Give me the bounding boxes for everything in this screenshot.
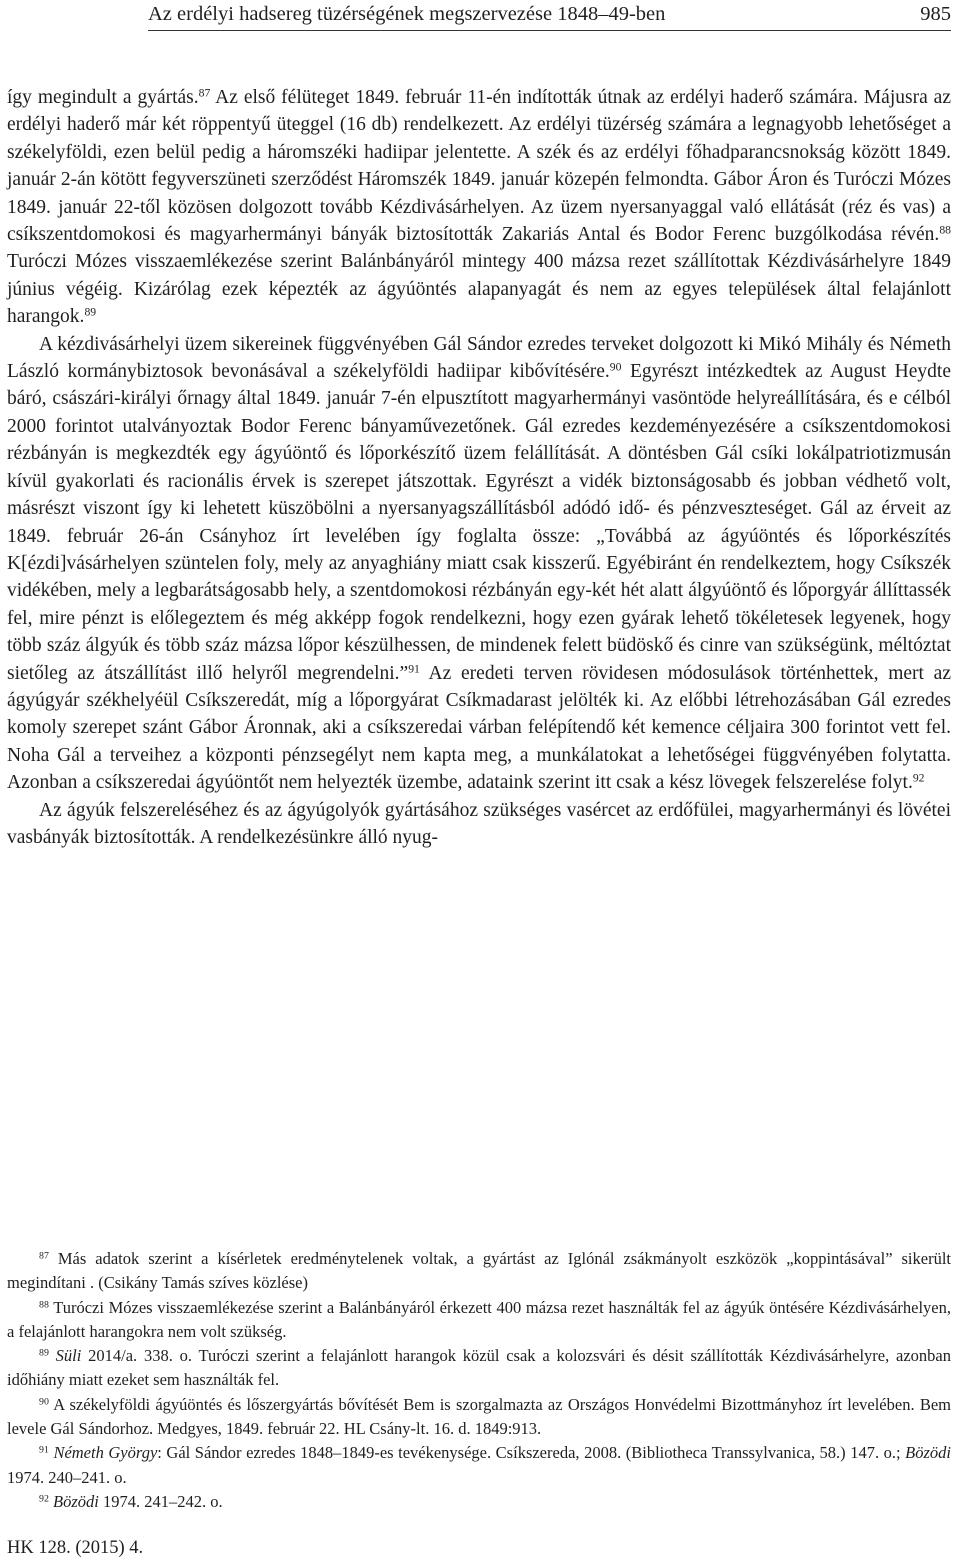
page-number: 985 — [920, 3, 951, 25]
footnote-87: $^{87}$ Más adatok szerint a kísérletek eredménytelenek voltak, a gyártást az Iglónál zsákmányolt eszközök „koppintásával” sikerült megindítani . (Csikány Tamás szíves közlése) — [7, 1249, 951, 1293]
running-header — [148, 2, 951, 32]
footnote-91: $^{91}$ Németh György: Gál Sándor ezredes 1848–1849-es tevékenysége. Csíkszereda, 2008. (Bibliotheca Transsylvanica, 58.) 147. o.; Bözödi 1974. 240–241. o. — [7, 1443, 951, 1487]
footnote-ref-90[interactable]: 90 — [609, 360, 622, 374]
running-title: Az erdélyi hadsereg tüzérségének megszervezése 1848–49-ben — [148, 3, 666, 25]
footnote-ref-92[interactable]: 92 — [912, 771, 925, 785]
footnote-ref-87[interactable]: 87 — [198, 86, 211, 100]
footnotes — [7, 1247, 951, 1514]
main-text — [7, 84, 951, 851]
footnote-ref-91[interactable]: 91 — [408, 662, 420, 676]
footnote-90: $^{90}$ A székelyföldi ágyúöntés és lőszergyártás bővítését Bem is szorgalmazta az Országos Honvédelmi Bizottmányhoz írt levelében. Bem levele Gál Sándorhoz. Medgyes, 1849. február 22. HL Csány-lt. 16. d. 1849:913. — [7, 1394, 951, 1439]
paragraph-2: A kézdivásárhelyi üzem sikereinek függvényében Gál Sándor ezredes terveket dolgozott ki Mikó Mihály és Németh László kormánybiztosok bevonásával a székelyföldi hadiipar kibővítésére.$^{90}$ Egyrészt intézkedtek az August Heydte báró, császári-királyi őrnagy által 1849. január 7-én elpusztított magyarhermányi vasöntöde helyreállítására, és e célból 2000 forintot utalványoztak Bodor Ferenc bányaművezetőnek. Gál ezredes kezdeményezésére a csíkszentdomokosi rézbányán is megkezdték egy ágyúöntő és lőporkészítő üzem felállítását. A döntésben Gál csíki lokálpatriotizmusán kívül gyakorlati és racionális érvek is szerepet játszottak. Egyrészt a vidék biztonságosabb és jobban védhető volt, másrészt viszont így ki lehetett küszöbölni a nyersanyagszállításból adódó idő- és pénzveszteséget. Gál az érveit az 1849. február 26-án Csányhoz írt levelében így foglalta össze: „Továbbá az ágyúöntés és lőporkészítés K[ézdi]vásárhelyen szüntelen foly, mely az anyaghiány miatt csak kisszerű. Egyébiránt én rendelkeztem, hogy Csíkszék vidékében, mely a legbarátságosabb hely, a szentdomokosi rézbányán egy-két hét alatt álgyúöntő és lőporgyár állíttassék fel, mire pénzt is előlegeztem és még akképp fogok rendelkezni, hogy ezen gyárak lehető tökéletesek legyenek, hogy több száz álgyúk és több száz mázsa lőpor készülhessen, de mindenek felett büdöskő és cinre van szükségünk, méltóztat sietőleg az átszállítást illő helyről megrendelni.”$^{91}$ Az eredeti terven rövidesen módosulások történhettek, mert az ágyúgyár székhelyéül Csíkszeredát, míg a lőporgyárat Csíkmadarast jelölték ki. Az előbbi létrehozásában Gál ezredes komoly szerepet szánt Gábor Áronnak, aki a csíkszeredai várban felépítendő két kemence céljaira 300 forintot vett fel. Noha Gál a terveihez a központi pénzsegélyt nem kapta meg, a munkálatokat a lehetőségei függvényében folytatta. Azonban a csíkszeredai ágyúöntőt nem helyezték üzembe, adataink szerint itt csak a kész lövegek felszerelése folyt.$^{92}$ — [7, 333, 951, 794]
footnote-89: $^{89}$ Süli 2014/a. 338. o. Turóczi szerint a felajánlott harangok közül csak a kolozsvári és désit szállították Kézdivásárhelyre, azonban időhiány miatt ezeket sem használták fel. — [7, 1346, 951, 1390]
paragraph-1: így megindult a gyártás.$^{87}$ Az első félüteget 1849. február 11-én indították útnak az erdélyi haderő számára. Májusra az erdélyi haderő már két röppentyű üteggel (16 db) rendelkezett. Az erdélyi tüzérség számára a legnagyobb lehetőséget a székelyföldi, ezen belül pedig a háromszéki hadiipar jelentette. A szék és az erdélyi főhadparancsnokság között 1849. január 2-án kötött fegyverszüneti szerződést Háromszék 1849. január közepén felmondta. Gábor Áron és Turóczi Mózes 1849. január 22-től közösen dolgozott tovább Kézdivásárhelyen. Az üzem nyersanyaggal való ellátását (réz és vas) a csíkszentdomokosi és magyarhermányi bányák biztosították Zakariás Antal és Bodor Ferenc buzgólkodása révén.$^{88}$ Turóczi Mózes visszaemlékezése szerint Balánbányáról mintegy 400 mázsa rezet szállítottak Kézdivásárhelyre 1849 június végéig. Kizárólag ezek képezték az ágyúöntés alapanyagát és nem az egyes települések által felajánlott harangok.$^{89}$ — [7, 86, 951, 328]
header-rule — [148, 30, 951, 31]
footnote-ref-89[interactable]: 89 — [84, 305, 97, 319]
footnote-92: $^{92}$ Bözödi 1974. 241–242. o. — [39, 1491, 223, 1511]
journal-footer: HK 128. (2015) 4. — [7, 1538, 144, 1558]
paragraph-3: Az ágyúk felszereléséhez és az ágyúgolyók gyártásához szükséges vasércet az erdőfülei, magyarhermányi és lövétei vasbányák biztosították. A rendelkezésünkre álló nyug- — [7, 799, 951, 848]
footnote-ref-88[interactable]: 88 — [939, 223, 951, 237]
footnote-88: $^{88}$ Turóczi Mózes visszaemlékezése szerint a Balánbányáról érkezett 400 mázsa rezet használták fel az ágyúk öntésére Kézdivásárhelyen, a felajánlott harangokra nem volt szükség. — [7, 1297, 951, 1341]
